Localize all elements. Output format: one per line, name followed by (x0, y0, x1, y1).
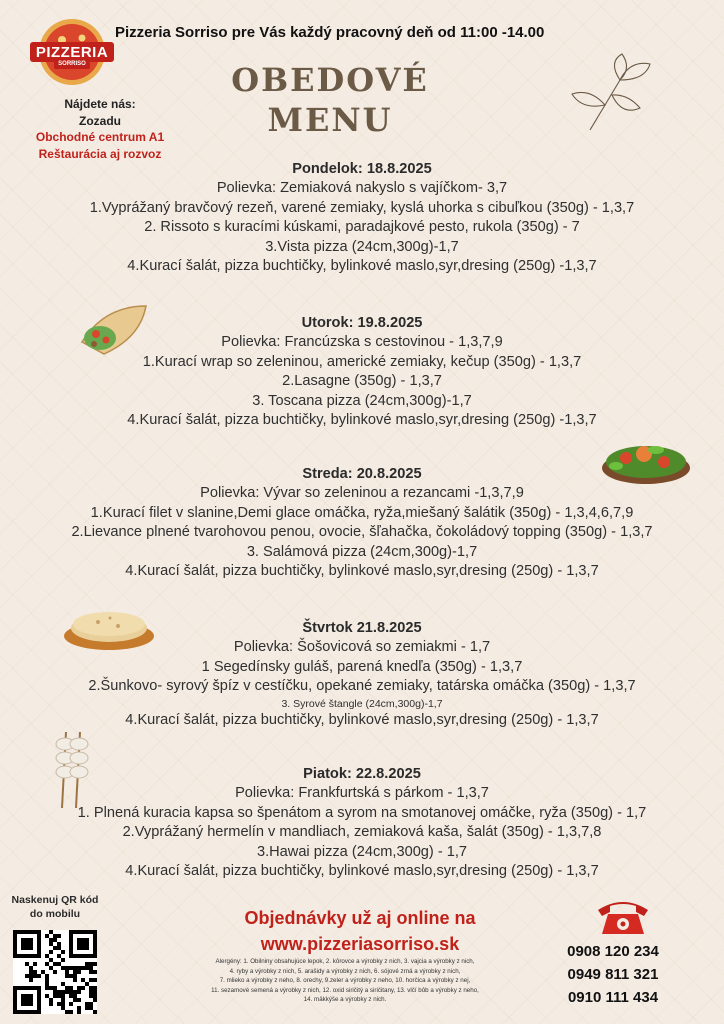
logo-subtext: SORRISO (58, 61, 86, 67)
telephone-icon (594, 896, 652, 936)
qr-code-icon (13, 930, 97, 1014)
orders-url-link[interactable]: www.pizzeriasorriso.sk (260, 934, 460, 954)
day-soup: Polievka: Šošovicová so zemiakmi - 1,7 (233, 639, 491, 656)
find-us-label: Nájdete nás: (64, 97, 136, 111)
title-line-1: OBEDOVÉ (231, 61, 429, 99)
menu-item: 1.Kurací filet v slanine,Demi glace omáčka, ryža,miešaný šalátik (350g) - 1,3,4,6,7,9 (90, 504, 634, 521)
online-orders (200, 905, 520, 957)
day-heading: Streda: 20.8.2025 (302, 466, 422, 482)
pizzeria-logo (24, 14, 120, 94)
location-center: Obchodné centrum A1 (35, 130, 165, 144)
menu-item: 1 Segedínsky guláš, parená knedľa (350g) - 1,3,7 (201, 658, 523, 675)
allergens-line: 7. mlieko a výrobky z neho, 8. orechy, 9.zeler a výrobky z neho, 10. horčica a výrobky z nej, (219, 977, 471, 985)
day-soup: Polievka: Francúzska s cestovinou - 1,3,7,9 (221, 334, 503, 351)
qr-label-line-1: Naskenuj QR kód (11, 894, 99, 906)
menu-item: 4.Kurací šalát, pizza buchtičky, bylinkové maslo,syr,dresing (250g) -1,3,7 (127, 258, 597, 275)
menu-item: 3. Salámová pizza (24cm,300g)-1,7 (246, 543, 478, 560)
day-soup: Polievka: Vývar so zeleninou a rezancami -1,3,7,9 (200, 485, 524, 502)
day-soup: Polievka: Zemiaková nakyslo s vajíčkom- 3,7 (216, 180, 508, 197)
menu-item: 3. Syrové štangle (24cm,300g)-1,7 (281, 697, 443, 710)
orders-line: Objednávky už aj online na (244, 908, 476, 928)
menu-item: 2. Rissoto s kuracími kúskami, paradajkové pesto, rukola (350g) - 7 (144, 219, 580, 236)
menu-item: 2.Lievance plnené tvarohovou penou, ovocie, šľahačka, čokoládový topping (350g) - 1,3,7 (71, 524, 653, 541)
menu-item: 2.Vyprážaný hermelín v mandliach, zemiaková kaša, šalát (350g) - 1,3,7,8 (122, 824, 602, 841)
header-announcement: Pizzeria Sorriso pre Vás každý pracovný deň od 11:00 -14.00 (115, 24, 545, 41)
qr-code[interactable] (13, 930, 97, 1014)
skewer-icon (48, 728, 100, 810)
location-where: Zozadu (79, 113, 121, 128)
menu-item: 4.Kurací šalát, pizza buchtičky, bylinkové maslo,syr,dresing (250g) -1,3,7 (127, 412, 597, 429)
menu-item: 1.Vyprážaný bravčový rezeň, varené zemiaky, kyslá uhorka s cibuľkou (350g) - 1,3,7 (89, 199, 635, 216)
phone-number-link[interactable]: 0908 120 234 (567, 943, 659, 960)
menu-item: 4.Kurací šalát, pizza buchtičky, bylinkové maslo,syr,dresing (250g) - 1,3,7 (125, 563, 599, 580)
location-delivery: Reštaurácia aj rozvoz (38, 146, 162, 161)
menu-item: 4.Kurací šalát, pizza buchtičky, bylinkové maslo,syr,dresing (250g) - 1,3,7 (125, 863, 599, 880)
day-soup: Polievka: Frankfurtská s párkom - 1,3,7 (235, 785, 489, 802)
menu-item: 2.Šunkovo- syrový špíz v cestíčku, opekané zemiaky, tatárska omáčka (350g) - 1,3,7 (88, 678, 636, 695)
flatbread-icon (62, 602, 156, 652)
allergens-line: 11. sezamové semená a výrobky z nich, 12. oxid siričitý a siričitany, 13. vlčí bôb a výrobky z neho, (211, 986, 479, 994)
menu-item: 2.Lasagne (350g) - 1,3,7 (282, 373, 442, 390)
allergens-line: 4. ryby a výrobky z nich, 5. arašidy a výrobky z nich, 6. sójové zrná a výrobky z nich, (229, 967, 461, 975)
allergens-line: 14. mäkkýše a výrobky z nich. (303, 996, 387, 1004)
qr-label (0, 893, 110, 921)
phone-numbers (548, 940, 678, 1009)
day-heading: Pondelok: 18.8.2025 (292, 161, 432, 177)
logo-text: PIZZERIA (35, 44, 109, 61)
allergens-line: Alergény: 1. Obilniny obsahujúce lepok, 2. kôrovce a výrobky z nich, 3. vajcia a výrobky z nich, (215, 958, 475, 965)
ginkgo-leaf-icon (560, 50, 660, 140)
day-friday (0, 765, 724, 881)
phone-number-link[interactable]: 0949 811 321 (567, 966, 659, 983)
menu-item: 3. Toscana pizza (24cm,300g)-1,7 (252, 392, 472, 409)
allergens-note (175, 957, 515, 1005)
wrap-icon (74, 298, 154, 360)
menu-item: 1.Kurací wrap so zeleninou, americké zemiaky, kečup (350g) - 1,3,7 (142, 353, 582, 370)
day-heading: Utorok: 19.8.2025 (301, 315, 423, 331)
phone-number-link[interactable]: 0910 111 434 (567, 989, 659, 1006)
day-heading: Piatok: 22.8.2025 (303, 766, 421, 782)
menu-item: 3.Vista pizza (24cm,300g)-1,7 (265, 238, 459, 255)
day-heading: Štvrtok 21.8.2025 (302, 620, 422, 636)
menu-item: 1. Plnená kuracia kapsa so špenátom a syrom na smotanovej omáčke, ryža (350g) - 1,7 (77, 804, 647, 821)
day-monday (0, 160, 724, 276)
salad-icon (600, 428, 692, 488)
page-title (230, 60, 430, 140)
title-line-2: MENU (267, 101, 393, 139)
menu-item: 4.Kurací šalát, pizza buchtičky, bylinkové maslo,syr,dresing (250g) - 1,3,7 (125, 711, 599, 728)
location-info (0, 96, 200, 162)
menu-item: 3.Hawai pizza (24cm,300g) - 1,7 (256, 843, 468, 860)
qr-label-line-2: do mobilu (29, 908, 81, 920)
